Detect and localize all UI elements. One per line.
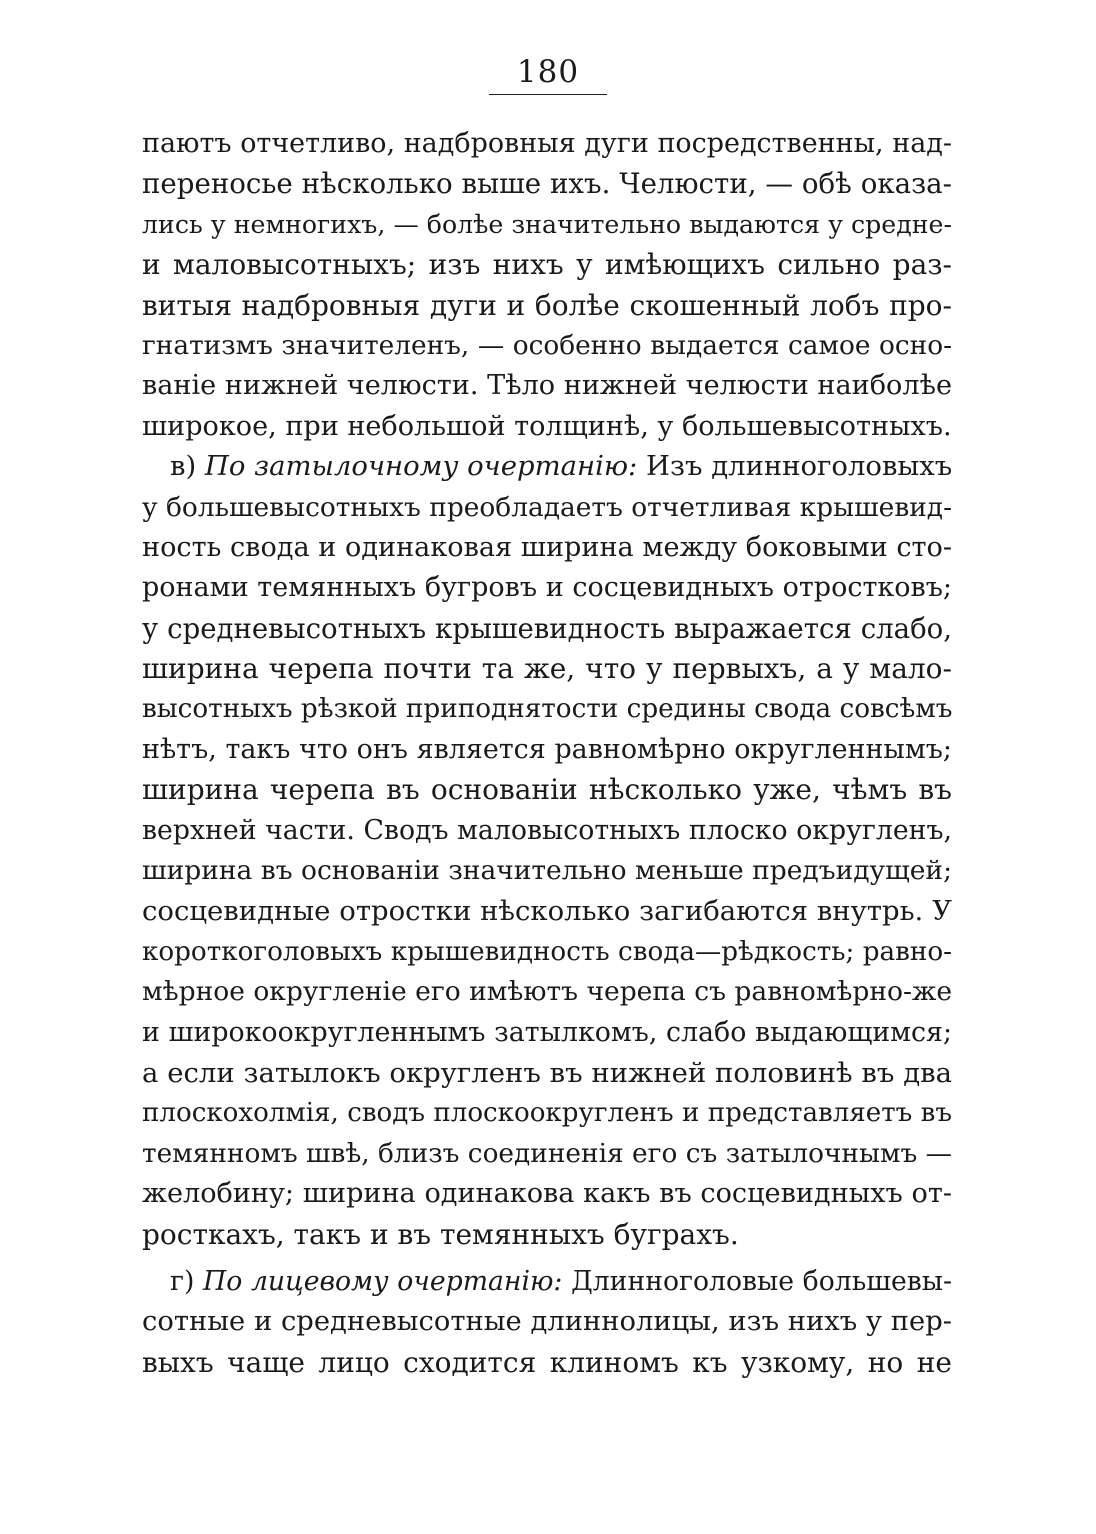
text-line <box>142 528 952 568</box>
text-run: росткахъ, такъ и въ темянныхъ буграхъ. <box>142 1217 739 1251</box>
text-line <box>142 649 952 689</box>
text-line <box>142 124 952 164</box>
text-line <box>142 770 952 810</box>
text-run: короткоголовыхъ крышевидность свода—рѣдкость; равно- <box>142 936 952 967</box>
text-run: темянномъ швѣ, близъ соединенiя его съ затылочнымъ — <box>142 1138 952 1169</box>
text-line <box>142 811 952 851</box>
text-line <box>142 1093 952 1133</box>
text-run: паютъ отчетливо, надбровныя дуги посредственны, над- <box>142 128 952 159</box>
text-line <box>142 1215 952 1255</box>
text-line <box>142 366 952 406</box>
text-run: ность свода и одинаковая ширина между боковыми сто- <box>142 531 952 563</box>
text-line <box>142 1134 952 1174</box>
text-line <box>142 891 952 931</box>
text-line <box>142 205 952 245</box>
text-run: ширина черепа почти та же, что у первыхъ, а у мало- <box>142 652 952 686</box>
page-number: 180 <box>516 54 580 90</box>
text-run: высотныхъ рѣзкой приподнятости средины свода совсѣмъ <box>142 694 953 725</box>
text-run: ширина въ основанiи значительно меньше предъидущей; <box>142 855 952 887</box>
text-line <box>142 326 952 366</box>
text-run: и маловысотныхъ; изъ нихъ у имѣющихъ сильно раз- <box>142 248 952 282</box>
text-run: г) <box>170 1265 204 1297</box>
text-run: лись у немногихъ, — болѣе значительно выдаются у средне- <box>142 209 952 239</box>
text-line <box>142 1302 952 1342</box>
text-run: ронами темянныхъ бугровъ и сосцевидныхъ отростковъ; <box>142 572 952 604</box>
text-run: а если затылокъ округленъ въ нижней половинѣ въ два <box>142 1056 952 1089</box>
text-line <box>142 851 952 891</box>
text-line <box>142 447 952 487</box>
text-run: плоскохолмiя, сводъ плоскоокругленъ и представляетъ въ <box>142 1098 952 1129</box>
text-run: нѣтъ, такъ что онъ является равномѣрно округленнымъ; <box>142 733 952 765</box>
text-line <box>142 972 952 1012</box>
text-run: гнатизмъ значителенъ, — особенно выдается самое осно- <box>142 330 952 361</box>
text-run: ширина черепа въ основанiи нѣсколько уже, чѣмъ въ <box>142 773 952 807</box>
text-run: верхней части. Сводъ маловысотныхъ плоско округленъ, <box>142 814 952 846</box>
text-run: Изъ длинноголовыхъ <box>637 451 953 483</box>
text-line <box>142 932 952 972</box>
text-run: сосцевидные отростки нѣсколько загибаются внутрь. У <box>142 895 952 928</box>
text-line <box>142 568 952 608</box>
text-line <box>142 1174 952 1214</box>
paragraph-heading: По затылочному очертанiю: <box>204 451 638 483</box>
text-line <box>142 730 952 770</box>
text-line <box>142 1343 952 1383</box>
text-run: Длинноголовые большевы- <box>562 1265 952 1297</box>
text-run: сотные и средневысотные длиннолицы, изъ нихъ у пер- <box>142 1306 952 1338</box>
text-run: желобину; ширина одинакова какъ въ сосцевидныхъ от- <box>142 1178 952 1210</box>
text-run: переносье нѣсколько выше ихъ. Челюсти, — обѣ оказа- <box>142 167 952 201</box>
text-line <box>142 164 952 204</box>
text-line <box>142 245 952 285</box>
text-run: у большевысотныхъ преобладаетъ отчетливая крышевид- <box>142 491 952 523</box>
text-line <box>142 1053 952 1093</box>
text-run: в) <box>170 451 205 483</box>
text-run: витыя надбровныя дуги и болѣе скошенный лобъ про- <box>142 288 952 322</box>
paragraph-heading: По лицевому очертанiю: <box>203 1265 563 1297</box>
text-line <box>142 1013 952 1053</box>
text-line <box>142 488 952 528</box>
text-run: мѣрное округленiе его имѣютъ черепа съ равномѣрно-же <box>142 976 953 1008</box>
page-number-rule <box>489 94 607 95</box>
text-run: выхъ чаще лицо сходится клиномъ къ узкому, но не <box>142 1345 952 1379</box>
text-run: широкое, при небольшой толщинѣ, у большевысотныхъ. <box>142 410 952 442</box>
body-text <box>142 124 952 1383</box>
text-line <box>142 1262 952 1302</box>
text-run: у средневысотныхъ крышевидность выражается слабо, <box>142 612 952 645</box>
text-run: ванiе нижней челюсти. Тѣло нижней челюсти наиболѣе <box>142 370 952 402</box>
text-run: и широкоокругленнымъ затылкомъ, слабо выдающимся; <box>142 1016 952 1048</box>
text-line <box>142 407 952 447</box>
text-line <box>142 609 952 649</box>
text-line <box>142 689 952 729</box>
text-line <box>142 286 952 326</box>
